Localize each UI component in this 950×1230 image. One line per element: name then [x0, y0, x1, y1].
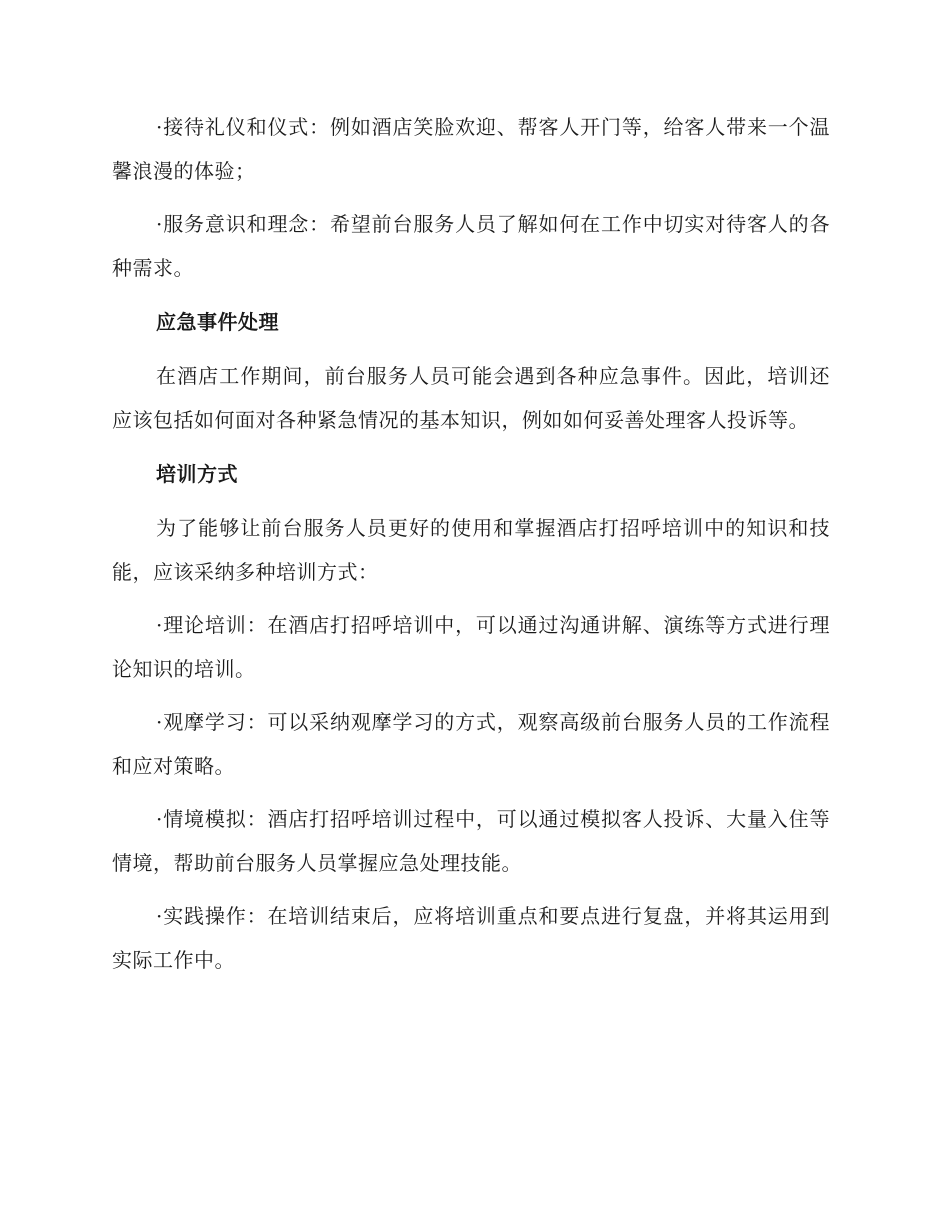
heading-training-methods: 培训方式	[156, 462, 238, 486]
heading-emergency-handling: 应急事件处理	[156, 310, 279, 334]
bullet-theory-training: ·理论培训：在酒店打招呼培训中，可以通过沟通讲解、演练等方式进行理论知识的培训。	[112, 613, 830, 681]
bullet-practical-operation: ·实践操作：在培训结束后，应将培训重点和要点进行复盘，并将其运用到实际工作中。	[112, 904, 830, 972]
paragraph-training-methods: 为了能够让前台服务人员更好的使用和掌握酒店打招呼培训中的知识和技能，应该采纳多种培训方式：	[112, 516, 830, 584]
paragraph-emergency-handling: 在酒店工作期间，前台服务人员可能会遇到各种应急事件。因此，培训还应该包括如何面对各种紧急情况的基本知识，例如如何妥善处理客人投诉等。	[112, 364, 830, 432]
document-page	[112, 105, 830, 982]
bullet-reception-etiquette: ·接待礼仪和仪式：例如酒店笑脸欢迎、帮客人开门等，给客人带来一个温馨浪漫的体验；	[112, 115, 830, 183]
bullet-observation-learning: ·观摩学习：可以采纳观摩学习的方式，观察高级前台服务人员的工作流程和应对策略。	[112, 710, 830, 778]
bullet-scenario-simulation: ·情境模拟：酒店打招呼培训过程中，可以通过模拟客人投诉、大量入住等情境，帮助前台服务人员掌握应急处理技能。	[112, 807, 830, 875]
bullet-service-awareness: ·服务意识和理念：希望前台服务人员了解如何在工作中切实对待客人的各种需求。	[112, 212, 830, 280]
